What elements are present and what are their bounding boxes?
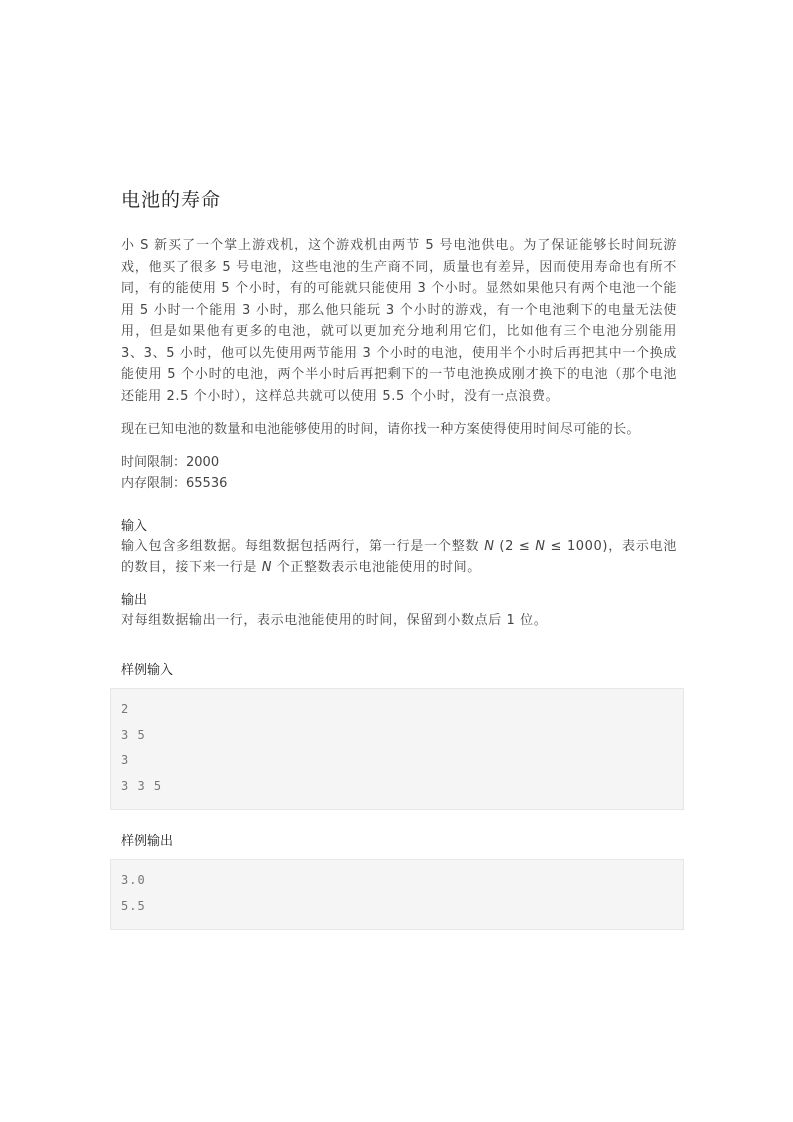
input-text-4: 个正整数表示电池能使用的时间。	[272, 560, 481, 575]
time-limit: 时间限制：2000	[121, 454, 220, 470]
problem-task: 现在已知电池的数量和电池能够使用的时间，请你找一种方案使得使用时间尽可能的长。	[121, 422, 640, 437]
sample-input-line: 3 5	[121, 727, 146, 742]
output-heading: 输出	[121, 592, 148, 608]
sample-output-heading: 样例输出	[121, 834, 174, 849]
input-heading: 输入	[121, 518, 148, 534]
input-text-1: 输入包含多组数据。每组数据包括两行，第一行是一个整数	[121, 538, 485, 554]
sample-input-box	[110, 688, 684, 810]
sample-output-line: 5.5	[121, 898, 146, 913]
sample-input-heading: 样例输入	[121, 663, 174, 678]
problem-description: 小 S 新买了一个掌上游戏机，这个游戏机由两节 5 号电池供电。为了保证能够长时间玩游戏，他买了很多 5 号电池，这些电池的生产商不同，质量也有差异，因而使用寿命也有所不同，有的能使用 5 个小时，有的可能就只能使用 3 个小时。显然如果他只有两个电池一个能用 5 小时一个能用 3 小时，那么他只能玩 3 个小时的游戏，有一个电池剩下的电量无法使用，但是如果他有更多的电池，就可以更加充分地利用它们，比如他有三个电池分别能用 3、3、5 小时，他可以先使用两节能用 3 个小时的电池，使用半个小时后再把其中一个换成能使用 5 个小时的电池，两个半小时后再把剩下的一节电池换成刚才换下的电池（那个电池还能用 2.5 个小时），这样总共就可以使用 5.5 个小时，没有一点浪费。	[121, 238, 677, 404]
problem-page	[121, 186, 691, 930]
problem-title: 电池的寿命	[121, 189, 222, 211]
sample-output-box	[110, 859, 684, 930]
sample-input-line: 3	[121, 753, 130, 767]
memory-limit: 内存限制：65536	[121, 476, 228, 491]
sample-input-line: 2	[121, 702, 130, 716]
input-description	[121, 536, 677, 579]
sample-input-line: 3 3 5	[121, 778, 163, 793]
input-text-2: (2 ≤	[494, 538, 536, 554]
input-var-n1: N	[484, 538, 495, 554]
output-description: 对每组数据输出一行，表示电池能使用的时间，保留到小数点后 1 位。	[121, 612, 548, 628]
limits-block	[121, 452, 691, 495]
input-text-3: ≤ 1000)，表示电池的数目，接下来一行是	[121, 538, 677, 575]
input-var-n2: N	[535, 538, 546, 554]
sample-output-line: 3.0	[121, 873, 146, 887]
input-var-n3: N	[261, 560, 273, 575]
